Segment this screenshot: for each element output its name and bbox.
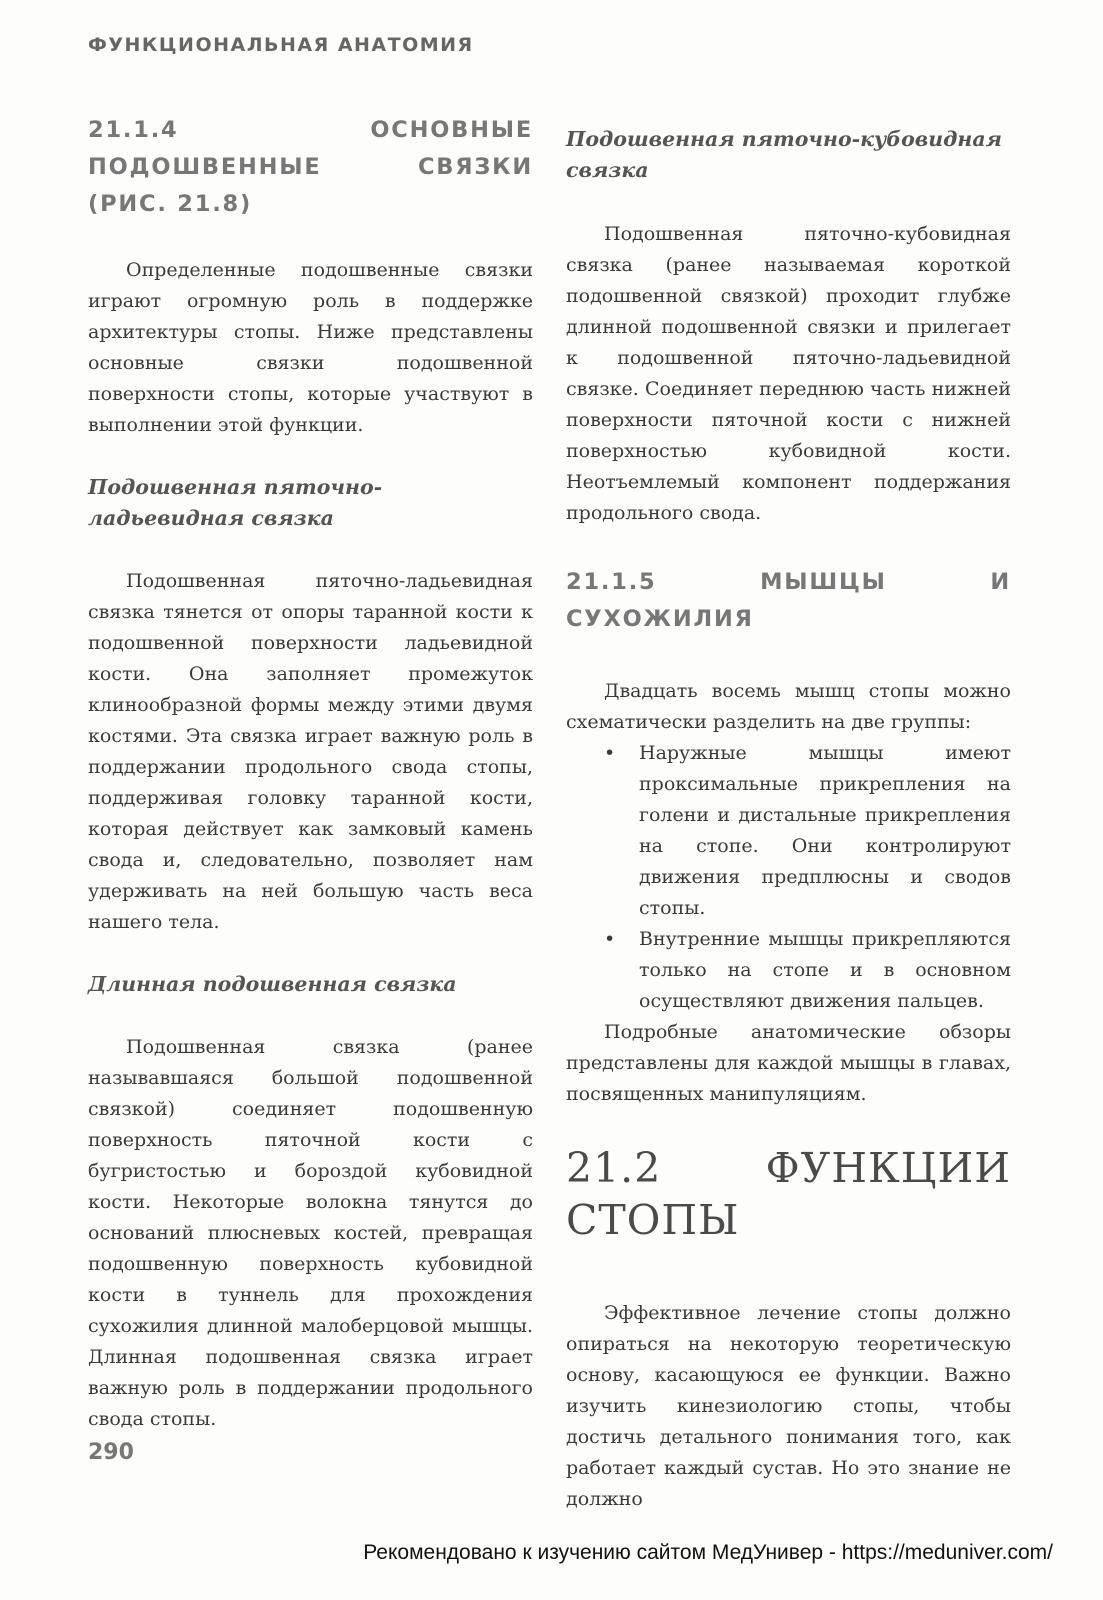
subheading-calcaneocuboid: Подошвенная пяточно-кубовидная связка bbox=[566, 127, 1002, 182]
page-number: 290 bbox=[88, 1440, 134, 1465]
right-column bbox=[566, 112, 1011, 1515]
section-heading-21-1-5: 21.1.5 МЫШЦЫ И СУХОЖИЛИЯ bbox=[566, 569, 1011, 632]
bullet-marker: • bbox=[604, 742, 616, 764]
subheading-calcaneonavicular: Подошвенная пяточно-ладьевидная связка bbox=[88, 475, 383, 530]
list-item-text: Наружные мышцы имеют проксимальные прикрепления на голени и дистальные прикрепления на стопе. Они контролируют движения предплюсны и сводов стопы. bbox=[639, 742, 1011, 919]
paragraph-foot-functions: Эффективное лечение стопы должно опираться на некоторую теоретическую основу, касающуюся ее функции. Важно изучить кинезиологию стопы, чтобы достичь детального понимания того, как работает каждый сустав. Но это знание не должно bbox=[566, 1302, 1011, 1510]
muscle-groups-list bbox=[566, 738, 1011, 1017]
footer-note: Рекомендовано к изучению сайтом МедУнивер - https://meduniver.com/ bbox=[363, 1541, 1053, 1564]
paragraph-plantar-ligaments-intro: Определенные подошвенные связки играют огромную роль в поддержке архитектуры стопы. Ниже представлены основные связки подошвенной поверхности стопы, которые участвуют в выполнении этой функции. bbox=[88, 259, 533, 436]
paragraph-calcaneocuboid: Подошвенная пяточно-кубовидная связка (ранее называемая короткой подошвенной связкой) проходит глубже длинной подошвенной связки и прилегает к подошвенной пяточно-ладьевидной связке. Соединяет переднюю часть нижней поверхности пяточной кости с нижней поверхностью кубовидной кости. Неотъемлемый компонент поддержания продольного свода. bbox=[566, 223, 1011, 524]
paragraph-long-plantar: Подошвенная связка (ранее называвшаяся большой подошвенной связкой) соединяет подошвенную поверхность пяточной кости с бугристостью и бороздой кубовидной кости. Некоторые волокна тянутся до оснований плюсневых костей, превращая подошвенную поверхность кубовидной кости в туннель для прохождения сухожилия длинной малоберцовой мышцы. Длинная подошвенная связка играет важную роль в поддержании продольного свода стопы. bbox=[88, 1036, 533, 1430]
paragraph-anatomical-reviews: Подробные анатомические обзоры представлены для каждой мышцы в главах, посвященных манипуляциям. bbox=[566, 1021, 1011, 1105]
paragraph-calcaneonavicular: Подошвенная пяточно-ладьевидная связка тянется от опоры таранной кости к подошвенной поверхности ладьевидной кости. Она заполняет промежуток клинообразной формы между этими двумя костями. Эта связка играет важную роль в поддержании продольного свода стопы, поддерживая головку таранной кости, которая действует как замковый камень свода и, следовательно, позволяет нам удерживать на ней большую часть веса нашего тела. bbox=[88, 570, 533, 933]
list-item bbox=[566, 738, 1011, 924]
section-heading-21-2: 21.2 ФУНКЦИИ СТОПЫ bbox=[566, 1144, 1011, 1244]
running-head: ФУНКЦИОНАЛЬНАЯ АНАТОМИЯ bbox=[88, 34, 474, 56]
bullet-marker: • bbox=[604, 928, 616, 950]
subheading-long-plantar: Длинная подошвенная связка bbox=[88, 972, 457, 996]
list-item bbox=[566, 924, 1011, 1017]
left-column bbox=[88, 112, 533, 1435]
list-item-text: Внутренние мышцы прикрепляются только на стопе и в основном осуществляют движения пальцев. bbox=[639, 928, 1011, 1012]
section-heading-21-1-4: 21.1.4 ОСНОВНЫЕ ПОДОШВЕННЫЕ СВЯЗКИ (РИС. 21.8) bbox=[88, 117, 533, 217]
paragraph-muscles-intro: Двадцать восемь мышц стопы можно схематически разделить на две группы: bbox=[566, 680, 1011, 733]
